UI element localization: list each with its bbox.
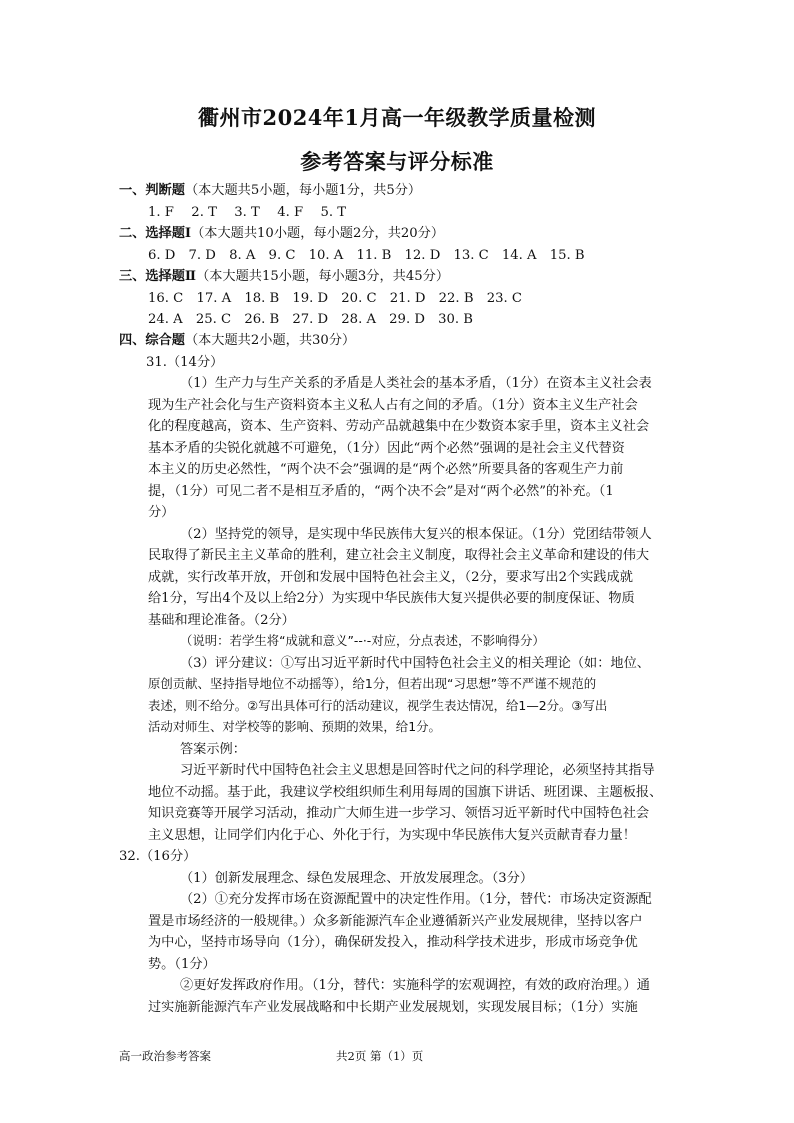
q32-part2-line: 势。（1分） bbox=[148, 957, 216, 972]
section-description: （本大题共10小题，每小题2分，共20分） bbox=[191, 226, 445, 241]
q32-part3-line: 过实施新能源汽车产业发展战略和中长期产业发展规划，实现发展目标；（1分）实施 bbox=[148, 1000, 638, 1015]
section-description: （本大题共5小题，每小题1分，共5分） bbox=[184, 183, 422, 198]
footer-left: 高一政治参考答案 bbox=[119, 1049, 211, 1063]
q32-part3-line: ②更好发挥政府作用。（1分，替代：实施科学的宏观调控，有效的政府治理。）通 bbox=[180, 978, 650, 993]
q31-part1-line: 提，（1分）可见二者不是相互矛盾的，“两个决不会”是对“两个必然”的补充。（1 bbox=[148, 484, 614, 499]
q31-part2-line: 成就，实行改革开放，开创和发展中国特色社会主义，（2分，要求写出2个实践成就 bbox=[148, 570, 633, 585]
page-title: 衢州市2024年1月高一年级教学质量检测 bbox=[197, 105, 597, 130]
q32-part2-line: （2）①充分发挥市场在资源配置中的决定性作用。（1分，替代：市场决定资源配 bbox=[180, 892, 652, 907]
question-32-heading: 32.（16分） bbox=[119, 849, 197, 864]
q31-part1-line: 化的程度越高，资本、生产资料、劳动产品就越集中在少数资本家手里，资本主义社会 bbox=[148, 419, 650, 434]
section-3 bbox=[119, 270, 449, 283]
q31-note: （说明：若学生将“成就和意义”--·-对应，分点表述，不影响得分） bbox=[180, 633, 545, 648]
q32-part2-line: 为中心，坚持市场导向（1分），确保研发投入，推动科学技术进步，形成市场竞争优 bbox=[148, 935, 638, 950]
section-2 bbox=[119, 227, 444, 240]
answer-row: 6. D 7. D 8. A 9. C 10. A 11. B 12. D 13. C 14. A 15. B bbox=[148, 248, 585, 263]
q32-part1: （1）创新发展理念、绿色发展理念、开放发展理念。（3分） bbox=[180, 871, 534, 886]
section-heading: 二、选择题Ⅰ bbox=[119, 226, 192, 241]
q31-part1-line: 现为生产社会化与生产资料资本主义私人占有之间的矛盾。（1分）资本主义生产社会 bbox=[148, 398, 638, 413]
q31-part3-line: 表述，则不给分。②写出具体可行的活动建议，视学生表达情况，给1—2分。③写出 bbox=[148, 698, 608, 713]
q31-part3-line: （3）评分建议：①写出习近平新时代中国特色社会主义的相关理论（如：地位、 bbox=[180, 656, 650, 671]
q31-example-line: 习近平新时代中国特色社会主义思想是回答时代之问的科学理论，必须坚持其指导 bbox=[180, 763, 655, 778]
q31-part2-line: （2）坚持党的领导，是实现中华民族伟大复兴的根本保证。（1分）党团结带领人 bbox=[180, 527, 652, 542]
q31-example-label: 答案示例： bbox=[180, 742, 246, 757]
q31-part1-line: 本主义的历史必然性，“两个决不会”强调的是“两个必然”所要具备的客观生产力前 bbox=[148, 462, 624, 477]
q31-part1-line: 分） bbox=[148, 505, 175, 520]
section-heading: 一、判断题 bbox=[119, 183, 185, 198]
section-heading: 三、选择题Ⅱ bbox=[119, 269, 197, 284]
question-31-heading: 31.（14分） bbox=[146, 355, 224, 370]
q31-part1-line: （1）生产力与生产关系的矛盾是人类社会的基本矛盾，（1分）在资本主义社会表 bbox=[180, 376, 652, 391]
answer-row: 24. A 25. C 26. B 27. D 28. A 29. D 30. B bbox=[148, 312, 473, 327]
section-heading: 四、综合题 bbox=[119, 333, 185, 348]
footer-page-number: 共2页 第（1）页 bbox=[336, 1049, 424, 1063]
q31-part3-line: 活动对师生、对学校等的影响、预期的效果，给1分。 bbox=[148, 719, 441, 734]
q31-example-line: 地位不动摇。基于此，我建议学校组织师生利用每周的国旗下讲话、班团课、主题板报、 bbox=[148, 785, 663, 800]
answer-row: 16. C 17. A 18. B 19. D 20. C 21. D 22. B 23. C bbox=[148, 291, 522, 306]
q32-part2-line: 置是市场经济的一般规律。）众多新能源汽车企业遵循新兴产业发展规律，坚持以客户 bbox=[148, 914, 643, 929]
section-description: （本大题共2小题，共30分） bbox=[184, 333, 356, 348]
q31-part3-line: 原创贡献、坚持指导地位不动摇等），给1分，但若出现“习思想”等不严谨不规范的 bbox=[148, 676, 597, 691]
section-description: （本大题共15小题，每小题3分，共45分） bbox=[196, 269, 450, 284]
section-1 bbox=[119, 184, 421, 197]
section-4 bbox=[119, 334, 355, 347]
q31-part1-line: 基本矛盾的尖锐化就越不可避免，（1分）因此“两个必然”强调的是社会主义代替资 bbox=[148, 441, 625, 456]
q31-part2-line: 基础和理论准备。（2分） bbox=[148, 613, 295, 628]
q31-example-line: 主义思想，让同学们内化于心、外化于行，为实现中华民族伟大复兴贡献青春力量！ bbox=[148, 828, 636, 843]
q31-example-line: 知识竞赛等开展学习活动，推动广大师生进一步学习、领悟习近平新时代中国特色社会 bbox=[148, 806, 650, 821]
page-subtitle: 参考答案与评分标准 bbox=[300, 149, 494, 174]
answer-row: 1. F 2. T 3. T 4. F 5. T bbox=[148, 205, 347, 220]
q31-part2-line: 给1分，写出4个及以上给2分）为实现中华民族伟大复兴提供必要的制度保证、物质 bbox=[148, 591, 635, 606]
q31-part2-line: 民取得了新民主主义革命的胜利，建立社会主义制度，取得社会主义革命和建设的伟大 bbox=[148, 548, 650, 563]
